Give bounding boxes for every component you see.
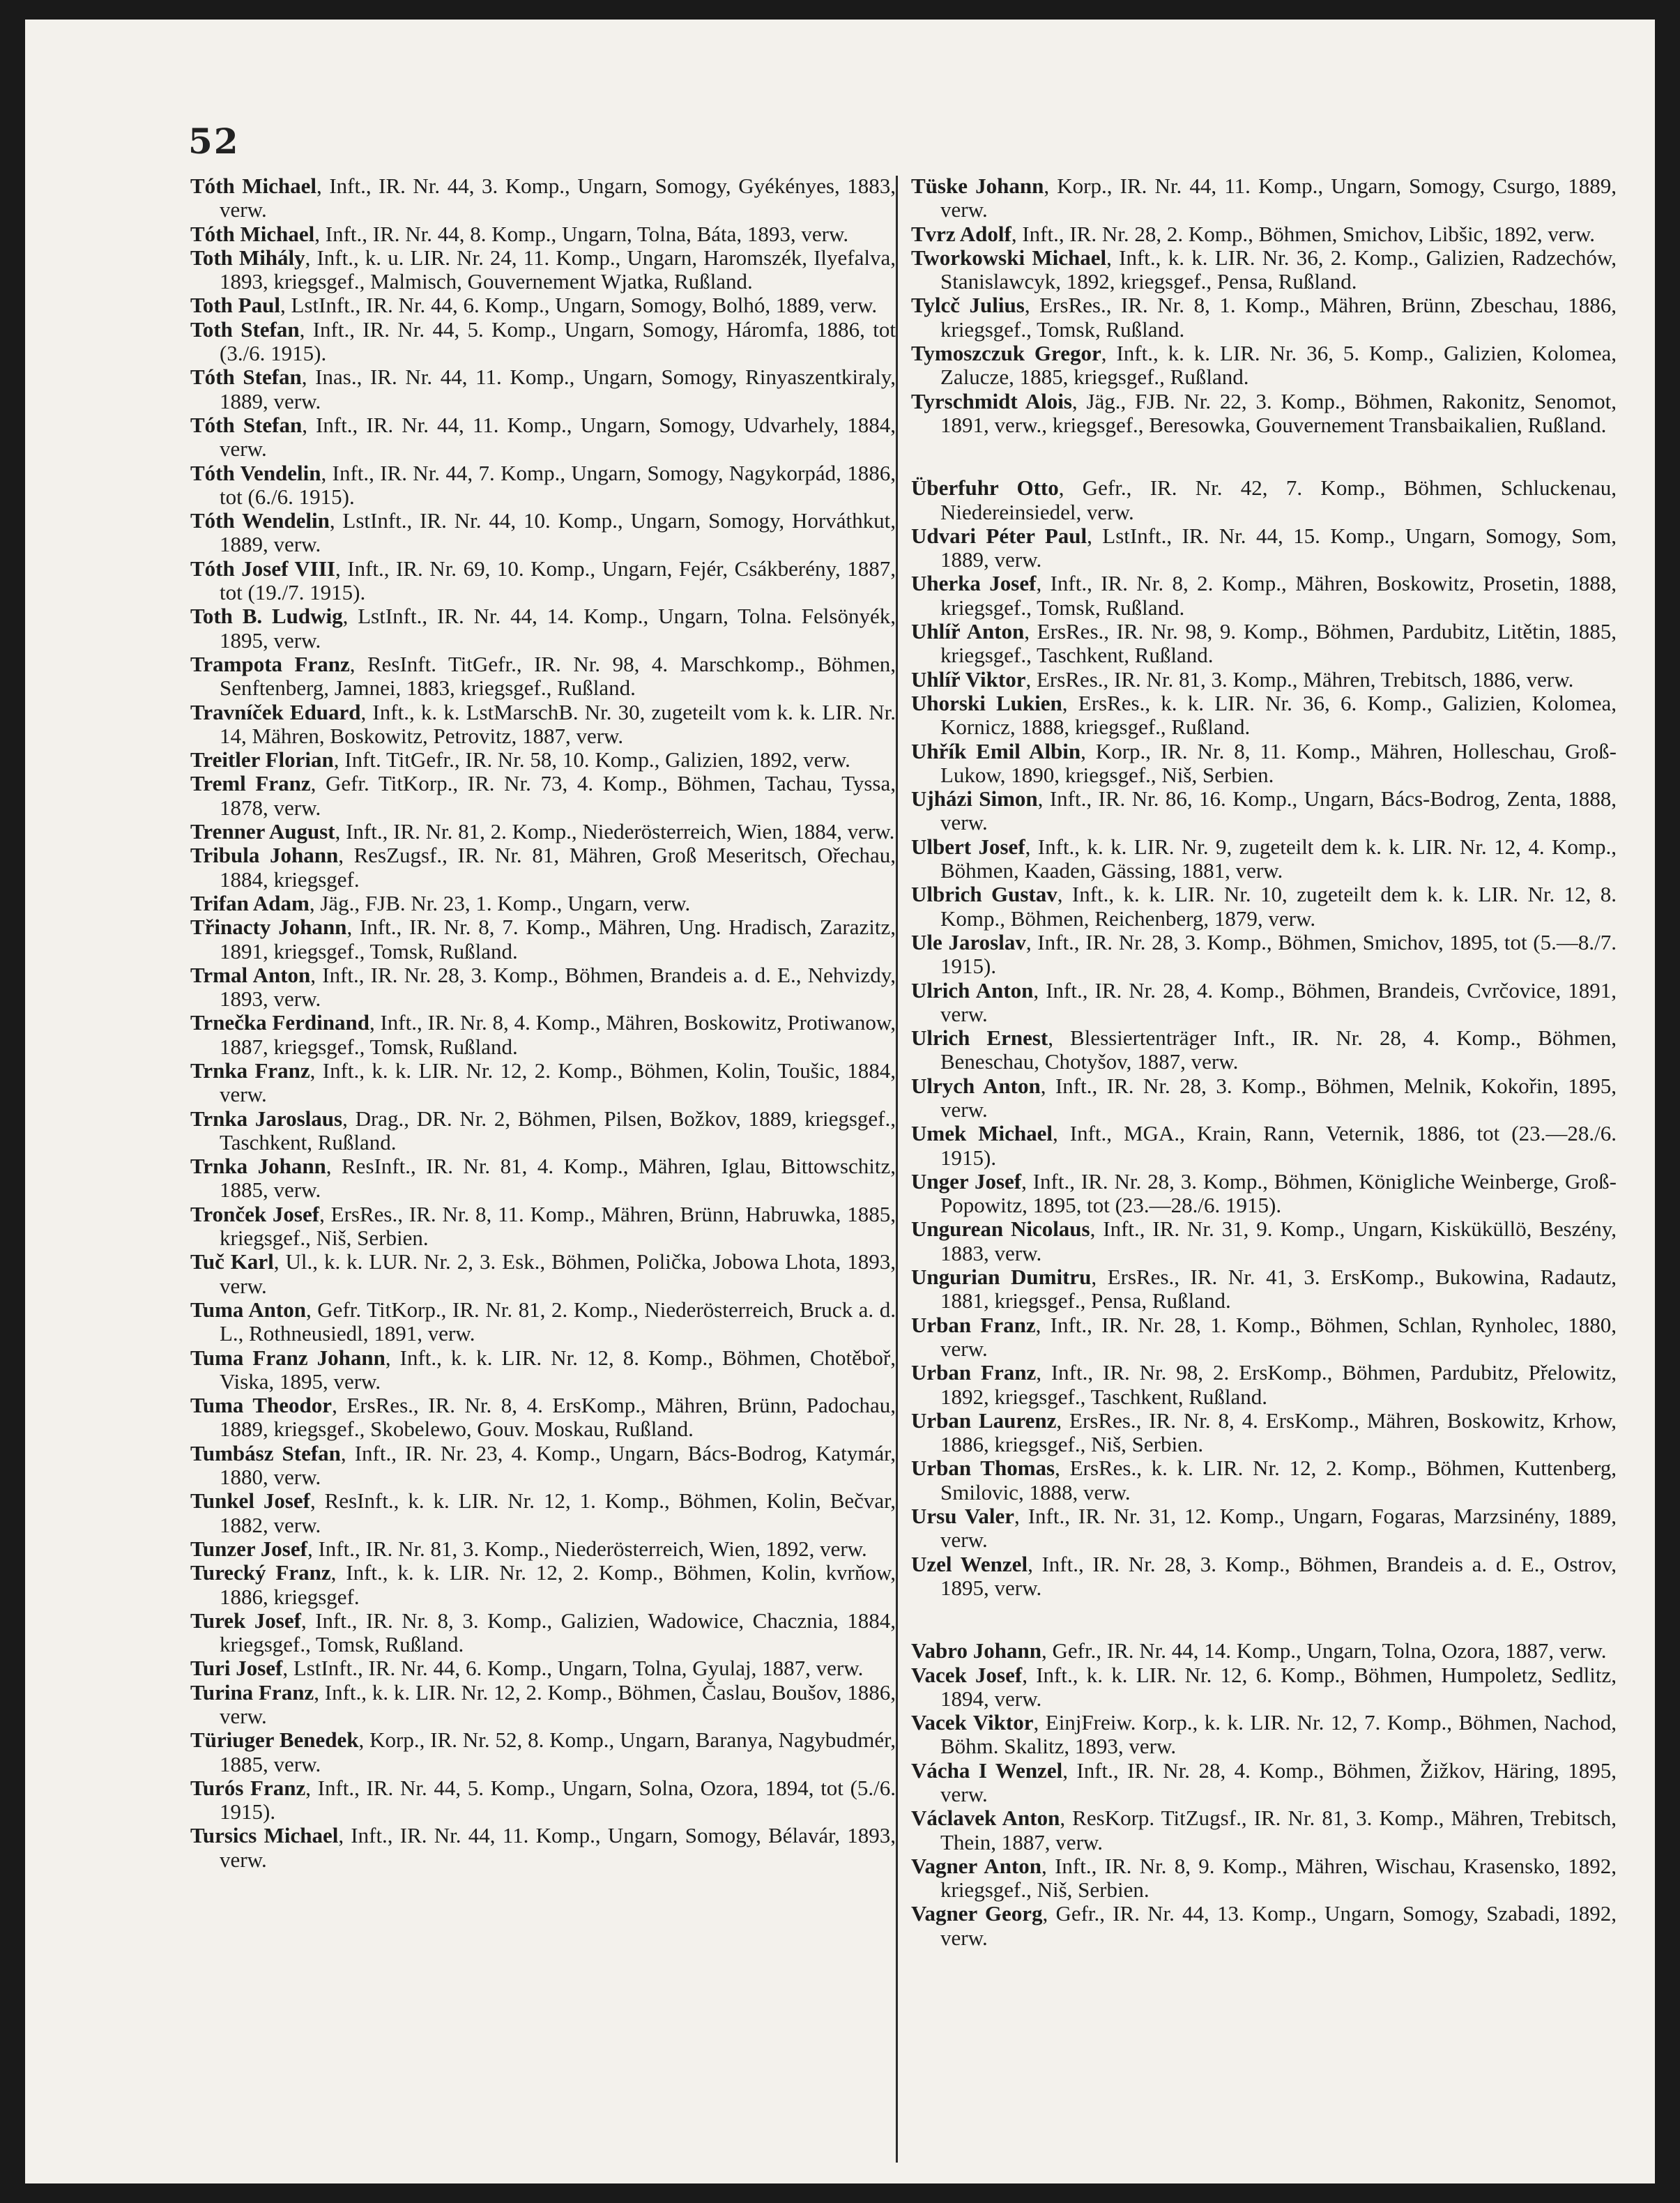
entry-name: Trnečka Ferdinand [190, 1010, 369, 1035]
entry-name: Tumbász Stefan [190, 1440, 341, 1465]
list-entry [911, 1122, 1617, 1170]
entry-name: Toth Mihály [190, 245, 305, 270]
entry-name: Umek Michael [911, 1121, 1053, 1146]
entry-name: Turek Josef [190, 1608, 301, 1633]
list-entry [190, 318, 896, 366]
entry-name: Trampota Franz [190, 651, 350, 676]
list-entry [911, 1854, 1617, 1903]
list-entry [911, 476, 1617, 524]
entry-details: , Inft., k. k. LIR. Nr. 9, zugeteilt dem k. k. LIR. Nr. 12, 4. Komp., Böhmen, Kaaden, Gässing, 1881, verw. [940, 834, 1617, 883]
list-entry [190, 246, 896, 294]
entry-details: , Inft., IR. Nr. 44, 3. Komp., Ungarn, Somogy, Gyékényes, 1883, verw. [220, 174, 896, 222]
entry-name: Uhorski Lukien [911, 690, 1062, 715]
entry-details: , Inft., IR. Nr. 44, 5. Komp., Ungarn, Somogy, Háromfa, 1886, tot (3./6. 1915). [220, 317, 896, 366]
entry-details: , Gefr., IR. Nr. 44, 13. Komp., Ungarn, Somogy, Szabadi, 1892, verw. [940, 1901, 1617, 1950]
entry-name: Tvrz Adolf [911, 221, 1011, 246]
list-entry [911, 620, 1617, 668]
list-entry [911, 1361, 1617, 1409]
entry-details: , LstInft., IR. Nr. 44, 6. Komp., Ungarn, Tolna, Gyulaj, 1887, verw. [282, 1656, 864, 1681]
list-entry [190, 892, 896, 915]
list-entry [190, 462, 896, 510]
list-entry [190, 1537, 896, 1561]
entry-name: Tymoszczuk Gregor [911, 341, 1101, 366]
list-entry [911, 1217, 1617, 1265]
entry-name: Tóth Stefan [190, 365, 302, 390]
entry-details: , Inft., k. k. LIR. Nr. 12, 2. Komp., Böhmen, Kolin, Toušic, 1884, verw. [220, 1058, 896, 1107]
entry-details: , LstInft., IR. Nr. 44, 6. Komp., Ungarn, Somogy, Bolhó, 1889, verw. [280, 293, 878, 318]
list-entry [190, 1154, 896, 1203]
entry-name: Tóth Michael [190, 174, 317, 198]
entry-name: Trnka Johann [190, 1154, 326, 1179]
entry-name: Tunkel Josef [190, 1488, 310, 1514]
list-entry [190, 1776, 896, 1824]
entry-name: Tuč Karl [190, 1249, 274, 1274]
entry-name: Toth B. Ludwig [190, 604, 343, 629]
entry-name: Udvari Péter Paul [911, 523, 1087, 548]
entry-details: , Korp., IR. Nr. 8, 11. Komp., Mähren, Holleschau, Groß-Lukow, 1890, kriegsgef., Niš, Serbien. [940, 738, 1617, 787]
entry-name: Überfuhr Otto [911, 475, 1059, 501]
list-entry [190, 1346, 896, 1394]
entry-details: , Inft., IR. Nr. 44, 5. Komp., Ungarn, Solna, Ozora, 1894, tot (5./6. 1915). [220, 1775, 896, 1824]
list-entry [190, 1824, 896, 1872]
entry-name: Tyrschmidt Alois [911, 388, 1072, 413]
entry-details: , Inft., IR. Nr. 44, 8. Komp., Ungarn, Tolna, Báta, 1893, verw. [314, 221, 849, 246]
entry-details: , Inft., IR. Nr. 81, 3. Komp., Niederösterreich, Wien, 1892, verw. [307, 1536, 867, 1561]
entry-details: , Inft., IR. Nr. 86, 16. Komp., Ungarn, Bács-Bodrog, Zenta, 1888, verw. [940, 786, 1617, 835]
entry-name: Unger Josef [911, 1168, 1022, 1194]
entry-name: Trenner August [190, 819, 335, 844]
entry-name: Tóth Stefan [190, 412, 303, 437]
list-entry [911, 524, 1617, 572]
entry-name: Tuma Theodor [190, 1393, 333, 1418]
entry-details: , Inft., IR. Nr. 28, 4. Komp., Böhmen, Žižkov, Häring, 1895, verw. [940, 1758, 1617, 1806]
entry-details: , Drag., DR. Nr. 2, Böhmen, Pilsen, Božkov, 1889, kriegsgef., Taschkent, Rußland. [220, 1106, 896, 1154]
list-entry [911, 979, 1617, 1027]
list-entry [911, 1663, 1617, 1712]
entry-name: Tunzer Josef [190, 1536, 307, 1561]
list-entry [911, 572, 1617, 620]
entry-details: , ErsRes., IR. Nr. 41, 3. ErsKomp., Bukowina, Radautz, 1881, kriegsgef., Pensa, Rußland. [940, 1265, 1617, 1313]
list-entry [190, 820, 896, 844]
list-entry [911, 1759, 1617, 1807]
list-entry [911, 390, 1617, 438]
list-entry [190, 963, 896, 1012]
entry-name: Trifan Adam [190, 890, 310, 915]
list-entry [911, 1902, 1617, 1950]
entry-details: , Ul., k. k. LUR. Nr. 2, 3. Esk., Böhmen, Polička, Jobowa Lhota, 1893, verw. [220, 1249, 896, 1298]
entry-name: Ule Jaroslav [911, 929, 1026, 954]
list-entry [190, 1203, 896, 1251]
list-entry [190, 1107, 896, 1155]
entry-name: Tuma Anton [190, 1297, 306, 1322]
list-entry [190, 604, 896, 653]
entry-name: Travníček Eduard [190, 699, 361, 724]
list-entry [911, 1026, 1617, 1074]
list-entry [911, 1265, 1617, 1313]
entry-details: , Inft., IR. Nr. 98, 2. ErsKomp., Böhmen, Pardubitz, Přelowitz, 1892, kriegsgef., Taschkent, Rußland. [940, 1360, 1617, 1409]
entry-name: Tursics Michael [190, 1823, 339, 1848]
entry-name: Turós Franz [190, 1775, 306, 1800]
entry-name: Ulrych Anton [911, 1073, 1041, 1098]
entry-details: , Inft., IR. Nr. 69, 10. Komp., Ungarn, Fejér, Csákberény, 1887, tot (19./7. 1915). [220, 556, 896, 605]
list-entry [911, 1456, 1617, 1504]
entry-details: , ResInft., k. k. LIR. Nr. 12, 1. Komp., Böhmen, Kolin, Bečvar, 1882, verw. [220, 1488, 896, 1537]
list-entry [911, 931, 1617, 979]
entry-details: , LstInft., IR. Nr. 44, 14. Komp., Ungarn, Tolna. Felsönyék, 1895, verw. [220, 604, 896, 653]
entry-name: Ulbert Josef [911, 834, 1025, 859]
list-entry [190, 1656, 896, 1680]
entry-details: , Inft., IR. Nr. 44, 11. Komp., Ungarn, Somogy, Bélavár, 1893, verw. [220, 1823, 896, 1872]
list-entry [190, 1442, 896, 1490]
list-entry [190, 1059, 896, 1107]
entry-details: , Jäg., FJB. Nr. 22, 3. Komp., Böhmen, Rakonitz, Senomot, 1891, verw., kriegsgef., Beresowka, Gouvernement Transbaikalien, Rußland. [940, 388, 1617, 437]
list-entry [190, 844, 896, 892]
entry-name: Tuma Franz Johann [190, 1345, 385, 1370]
column-divider [896, 176, 898, 2163]
entry-details: , Inft., MGA., Krain, Rann, Veternik, 1886, tot (23.—28./6. 1915). [940, 1121, 1617, 1170]
list-entry [911, 246, 1617, 294]
entry-details: , Inft., IR. Nr. 8, 4. Komp., Mähren, Boskowitz, Protiwanow, 1887, kriegsgef., Tomsk, Rußland. [220, 1010, 896, 1059]
list-entry [190, 365, 896, 413]
list-entry [190, 557, 896, 605]
list-entry [190, 915, 896, 963]
entry-details: , Inft., k. u. LIR. Nr. 24, 11. Komp., Ungarn, Haromszék, Ilyefalva, 1893, kriegsgef., Malmisch, Gouvernement Wjatka, Rußland. [220, 245, 896, 294]
entry-details: , Inft., IR. Nr. 31, 9. Komp., Ungarn, Kisküküllö, Beszény, 1883, verw. [940, 1217, 1617, 1265]
entry-details: , ResInft. TitGefr., IR. Nr. 98, 4. Marschkomp., Böhmen, Senftenberg, Jamnei, 1883, kriegsgef., Rußland. [220, 651, 896, 701]
list-entry [911, 1711, 1617, 1759]
entry-details: , Inft., k. k. LstMarschB. Nr. 30, zugeteilt vom k. k. LIR. Nr. 14, Mähren, Boskowitz, Petrovitz, 1887, verw. [220, 699, 896, 748]
entry-name: Urban Franz [911, 1312, 1036, 1337]
list-entry [190, 1609, 896, 1657]
entry-name: Ursu Valer [911, 1504, 1015, 1529]
entry-name: Vagner Georg [911, 1901, 1043, 1926]
entry-name: Ungurian Dumitru [911, 1265, 1092, 1290]
entry-name: Toth Paul [190, 293, 280, 318]
entry-details: , Inft., IR. Nr. 81, 2. Komp., Niederösterreich, Wien, 1884, verw. [335, 819, 895, 844]
entry-name: Uzel Wenzel [911, 1551, 1028, 1576]
entry-details: , Inft., IR. Nr. 31, 12. Komp., Ungarn, Fogaras, Marzsinény, 1889, verw. [940, 1504, 1617, 1553]
list-entry [190, 413, 896, 462]
entry-name: Tóth Wendelin [190, 508, 330, 533]
list-entry [911, 1074, 1617, 1122]
list-entry [190, 1489, 896, 1537]
list-entry [190, 294, 896, 317]
entry-name: Vacek Josef [911, 1662, 1023, 1687]
page-number: 52 [188, 121, 240, 162]
list-entry [911, 668, 1617, 692]
section-gap [911, 437, 1617, 476]
list-entry [911, 883, 1617, 931]
entry-details: , Gefr. TitKorp., IR. Nr. 81, 2. Komp., Niederösterreich, Bruck a. d. L., Rothneusiedl, 1891, verw. [220, 1297, 896, 1346]
right-column [911, 174, 1617, 1950]
entry-details: , ErsRes., IR. Nr. 8, 4. ErsKomp., Mähren, Boskowitz, Krhow, 1886, kriegsgef., Niš, Serbien. [940, 1408, 1617, 1457]
entry-details: , Gefr., IR. Nr. 42, 7. Komp., Böhmen, Schluckenau, Niedereinsiedel, verw. [940, 475, 1617, 524]
entry-name: Toth Stefan [190, 317, 300, 342]
entry-details: , Inft., IR. Nr. 8, 9. Komp., Mähren, Wischau, Krasensko, 1892, kriegsgef., Niš, Serbien. [940, 1853, 1617, 1903]
entry-details: , Inft., IR. Nr. 8, 7. Komp., Mähren, Ung. Hradisch, Zarazitz, 1891, kriegsgef., Tomsk, Rußland. [220, 915, 896, 963]
list-entry [911, 1806, 1617, 1854]
list-entry [190, 174, 896, 222]
entry-details: , Inft., k. k. LIR. Nr. 12, 6. Komp., Böhmen, Humpoletz, Sedlitz, 1894, verw. [940, 1662, 1617, 1711]
entry-details: , ErsRes., IR. Nr. 8, 4. ErsKomp., Mähren, Brünn, Padochau, 1889, kriegsgef., Skobelewo, Gouv. Moskau, Rußland. [220, 1393, 896, 1442]
entry-details: , Korp., IR. Nr. 44, 11. Komp., Ungarn, Somogy, Csurgo, 1889, verw. [940, 174, 1617, 222]
entry-details: , ResZugsf., IR. Nr. 81, Mähren, Groß Meseritsch, Ořechau, 1884, kriegsgef. [220, 843, 896, 892]
entry-details: , Inft. TitGefr., IR. Nr. 58, 10. Komp., Galizien, 1892, verw. [333, 747, 850, 772]
entry-name: Uhřík Emil Albin [911, 738, 1081, 763]
entry-details: , ErsRes., k. k. LIR. Nr. 12, 2. Komp., Böhmen, Kuttenberg, Smilovic, 1888, verw. [940, 1456, 1617, 1504]
list-entry [911, 740, 1617, 788]
list-entry [911, 222, 1617, 246]
left-column [190, 174, 896, 1872]
entry-details: , ResKorp. TitZugsf., IR. Nr. 81, 3. Komp., Mähren, Trebitsch, Thein, 1887, verw. [940, 1806, 1617, 1854]
entry-name: Ungurean Nicolaus [911, 1217, 1090, 1242]
list-entry [911, 835, 1617, 883]
entry-details: , LstInft., IR. Nr. 44, 15. Komp., Ungarn, Somogy, Som, 1889, verw. [940, 523, 1617, 572]
list-entry [190, 1394, 896, 1442]
document-page [25, 20, 1655, 2183]
entry-details: , Inft., IR. Nr. 28, 1. Komp., Böhmen, Schlan, Rynholec, 1880, verw. [940, 1312, 1617, 1361]
entry-name: Václavek Anton [911, 1806, 1060, 1831]
entry-name: Ulbrich Gustav [911, 882, 1057, 907]
entry-details: , Inft., IR. Nr. 23, 4. Komp., Ungarn, Bács-Bodrog, Katymár, 1880, verw. [220, 1440, 896, 1490]
entry-name: Tóth Josef VIII [190, 556, 335, 581]
list-entry [190, 222, 896, 246]
entry-name: Treml Franz [190, 771, 311, 796]
entry-name: Tribula Johann [190, 843, 339, 868]
entry-name: Vabro Johann [911, 1638, 1041, 1663]
entry-details: , EinjFreiw. Korp., k. k. LIR. Nr. 12, 7. Komp., Böhmen, Nachod, Böhm. Skalitz, 1893, verw. [940, 1710, 1617, 1759]
list-entry [911, 294, 1617, 342]
entry-details: , Blessiertenträger Inft., IR. Nr. 28, 4. Komp., Böhmen, Beneschau, Chotyšov, 1887, verw. [940, 1026, 1617, 1074]
entry-details: , ErsRes., IR. Nr. 8, 11. Komp., Mähren, Brünn, Habruwka, 1885, kriegsgef., Niš, Serbien. [220, 1201, 896, 1251]
entry-details: , Inft., IR. Nr. 28, 3. Komp., Böhmen, Königliche Weinberge, Groß-Popowitz, 1895, tot (23.—28./6. 1915). [940, 1168, 1617, 1218]
entry-name: Ulrich Ernest [911, 1026, 1048, 1051]
list-entry [190, 1011, 896, 1059]
entry-details: , ErsRes., IR. Nr. 98, 9. Komp., Böhmen, Pardubitz, Litětin, 1885, kriegsgef., Taschkent, Rußland. [940, 619, 1617, 668]
list-entry [911, 787, 1617, 835]
entry-details: , Inft., IR. Nr. 28, 3. Komp., Böhmen, Melnik, Kokořin, 1895, verw. [940, 1073, 1617, 1122]
entry-details: , ErsRes., IR. Nr. 8, 1. Komp., Mähren, Brünn, Zbeschau, 1886, kriegsgef., Tomsk, Rußland. [940, 293, 1617, 342]
entry-name: Uhlíř Anton [911, 619, 1025, 644]
entry-details: , Inft., k. k. LIR. Nr. 36, 5. Komp., Galizien, Kolomea, Zalucze, 1885, kriegsgef., Rußland. [940, 341, 1617, 390]
entry-details: , Inft., IR. Nr. 28, 4. Komp., Böhmen, Brandeis, Cvrčovice, 1891, verw. [940, 977, 1617, 1026]
list-entry [190, 1250, 896, 1298]
entry-name: Turi Josef [190, 1656, 283, 1681]
entry-details: , Inft., IR. Nr. 44, 11. Komp., Ungarn, Somogy, Udvarhely, 1884, verw. [220, 412, 896, 462]
list-entry [190, 509, 896, 557]
entry-name: Trnka Jaroslaus [190, 1106, 343, 1131]
entry-details: , LstInft., IR. Nr. 44, 10. Komp., Ungarn, Somogy, Horváthkut, 1889, verw. [220, 508, 896, 557]
list-entry [190, 701, 896, 749]
entry-name: Tronček Josef [190, 1201, 320, 1226]
entry-name: Turina Franz [190, 1679, 314, 1705]
entry-name: Urban Laurenz [911, 1408, 1057, 1433]
entry-name: Urban Thomas [911, 1456, 1055, 1481]
entry-details: , Inft., IR. Nr. 28, 3. Komp., Böhmen, Smichov, 1895, tot (5.—8./7. 1915). [940, 929, 1617, 979]
entry-details: , Inft., IR. Nr. 28, 3. Komp., Böhmen, Brandeis a. d. E., Nehvizdy, 1893, verw. [220, 962, 896, 1012]
entry-details: , Gefr., IR. Nr. 44, 14. Komp., Ungarn, Tolna, Ozora, 1887, verw. [1041, 1638, 1607, 1663]
list-entry [190, 748, 896, 772]
entry-details: , ErsRes., k. k. LIR. Nr. 36, 6. Komp., Galizien, Kolomea, Kornicz, 1888, kriegsgef., Rußland. [940, 690, 1617, 740]
entry-details: , Jäg., FJB. Nr. 23, 1. Komp., Ungarn, verw. [309, 890, 691, 915]
section-gap [911, 1600, 1617, 1639]
entry-name: Ujházi Simon [911, 786, 1038, 811]
list-entry [190, 1681, 896, 1729]
entry-name: Vacek Viktor [911, 1710, 1034, 1735]
list-entry [190, 1728, 896, 1776]
entry-details: , Inft., IR. Nr. 28, 3. Komp., Böhmen, Brandeis a. d. E., Ostrov, 1895, verw. [940, 1551, 1617, 1600]
entry-details: , Inft., k. k. LIR. Nr. 12, 2. Komp., Böhmen, Časlau, Boušov, 1886, verw. [220, 1679, 896, 1728]
entry-name: Vagner Anton [911, 1853, 1042, 1878]
list-entry [911, 692, 1617, 740]
entry-details: , Inft., IR. Nr. 44, 7. Komp., Ungarn, Somogy, Nagykorpád, 1886, tot (6./6. 1915). [220, 460, 896, 509]
entry-name: Tylcč Julius [911, 293, 1025, 318]
entry-name: Tóth Michael [190, 221, 315, 246]
entry-name: Třinacty Johann [190, 915, 347, 940]
list-entry [190, 1298, 896, 1346]
list-entry [911, 1553, 1617, 1601]
entry-name: Vácha I Wenzel [911, 1758, 1063, 1783]
entry-details: , Inft., IR. Nr. 8, 3. Komp., Galizien, Wadowice, Chacznia, 1884, kriegsgef., Tomsk, Rußland. [220, 1608, 896, 1657]
list-entry [911, 1170, 1617, 1218]
entry-name: Türiuger Benedek [190, 1728, 359, 1753]
list-entry [911, 1504, 1617, 1553]
entry-name: Trnka Franz [190, 1058, 310, 1083]
entry-details: , Inft., IR. Nr. 28, 2. Komp., Böhmen, Smichov, Libšic, 1892, verw. [1011, 221, 1596, 246]
list-entry [911, 342, 1617, 390]
entry-details: , Inft., k. k. LIR. Nr. 12, 8. Komp., Böhmen, Chotěboř, Viska, 1895, verw. [220, 1345, 896, 1394]
list-entry [190, 653, 896, 701]
list-entry [190, 1561, 896, 1609]
entry-name: Turecký Franz [190, 1560, 331, 1585]
entry-details: , Inft., k. k. LIR. Nr. 12, 2. Komp., Böhmen, Kolin, kvrňow, 1886, kriegsgef. [220, 1560, 896, 1609]
list-entry [911, 1409, 1617, 1457]
entry-name: Tóth Vendelin [190, 460, 321, 485]
entry-details: , ResInft., IR. Nr. 81, 4. Komp., Mähren, Iglau, Bittowschitz, 1885, verw. [220, 1154, 896, 1203]
entry-name: Tworkowski Michael [911, 245, 1107, 270]
entry-name: Urban Franz [911, 1360, 1037, 1385]
entry-details: , Inft., IR. Nr. 8, 2. Komp., Mähren, Boskowitz, Prosetin, 1888, kriegsgef., Tomsk, Rußland. [940, 571, 1617, 620]
entry-name: Uhlíř Viktor [911, 666, 1026, 692]
entry-details: , Inft., k. k. LIR. Nr. 36, 2. Komp., Galizien, Radzechów, Stanislawcyk, 1892, kriegsgef., Pensa, Rußland. [940, 245, 1617, 294]
entry-name: Trmal Anton [190, 962, 311, 987]
entry-details: , Inft., k. k. LIR. Nr. 10, zugeteilt dem k. k. LIR. Nr. 12, 8. Komp., Böhmen, Reichenberg, 1879, verw. [940, 882, 1617, 931]
entry-name: Treitler Florian [190, 747, 334, 772]
entry-name: Ulrich Anton [911, 977, 1034, 1003]
list-entry [190, 772, 896, 820]
entry-name: Tüske Johann [911, 174, 1044, 198]
entry-details: , ErsRes., IR. Nr. 81, 3. Komp., Mähren, Trebitsch, 1886, verw. [1025, 666, 1574, 692]
entry-details: , Inas., IR. Nr. 44, 11. Komp., Ungarn, Somogy, Rinyaszentkiraly, 1889, verw. [220, 365, 896, 413]
list-entry [911, 174, 1617, 222]
entry-details: , Gefr. TitKorp., IR. Nr. 73, 4. Komp., Böhmen, Tachau, Tyssa, 1878, verw. [220, 771, 896, 820]
list-entry [911, 1313, 1617, 1362]
entry-details: , Korp., IR. Nr. 52, 8. Komp., Ungarn, Baranya, Nagybudmér, 1885, verw. [220, 1728, 896, 1776]
entry-name: Uherka Josef [911, 571, 1037, 596]
list-entry [911, 1639, 1617, 1663]
